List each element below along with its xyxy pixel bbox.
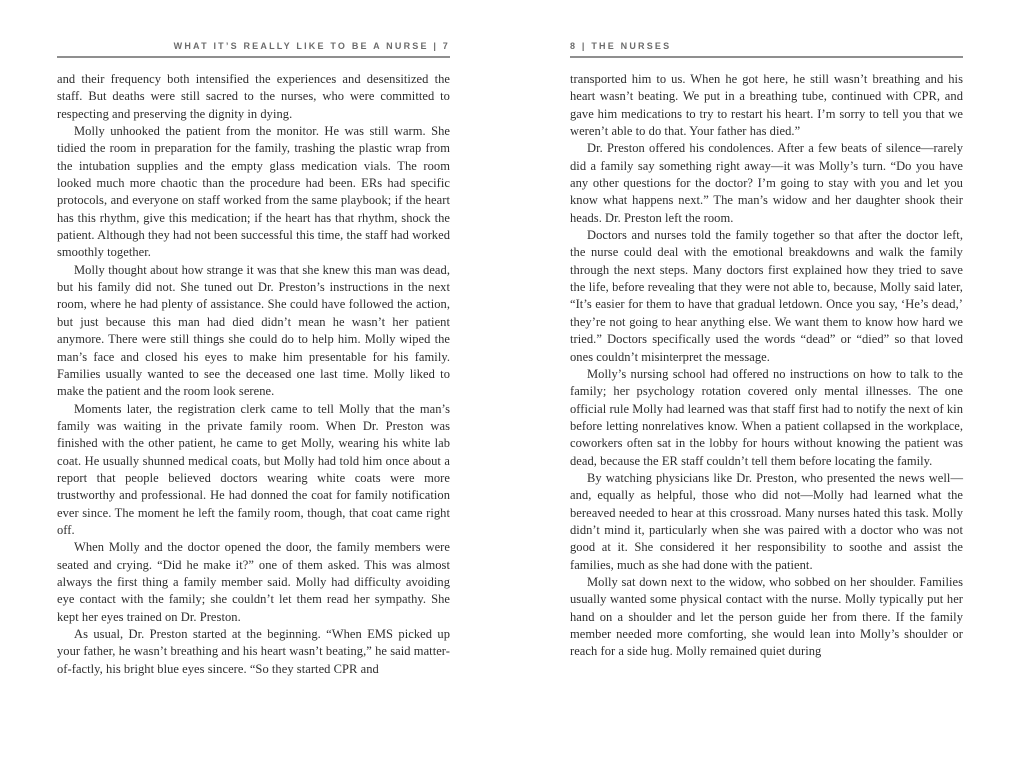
running-header-right: 8 | THE NURSES <box>570 41 672 51</box>
paragraph: Molly’s nursing school had offered no instructions on how to talk to the family; her psychology rotation covered only mental illnesses. The one official rule Molly had learned was that staff first had to notify the next of kin before letting nonrelatives know. When a patient collapsed in the workplace, coworkers often sat in the lobby for hours without knowing the patient was dead, because the ER staff couldn’t tell them before locating the family. <box>570 366 963 468</box>
paragraph: As usual, Dr. Preston started at the beginning. “When EMS picked up your father, he wasn’t breathing and his heart wasn’t beating,” he said matter-of-factly, his bright blue eyes sincere. “So they started CPR and <box>57 627 450 676</box>
running-header-left: WHAT IT’S REALLY LIKE TO BE A NURSE | 7 <box>173 41 450 51</box>
header-rule-left <box>57 56 450 58</box>
page-left-body <box>57 71 450 678</box>
paragraph: transported him to us. When he got here, he still wasn’t breathing and his heart wasn’t beating. We put in a breathing tube, continued with CPR, and gave him medications to try to restart his heart. I’m sorry to tell you that we weren’t able to do that. Your father has died.” <box>570 72 963 139</box>
paragraph: Molly sat down next to the widow, who sobbed on her shoulder. Families usually wanted some physical contact with the nurse. Molly typically put her hand on a shoulder and let the person guide her from there. If the family member needed more comforting, she would lean into Molly’s shoulder or reach for a side hug. Molly remained quiet during <box>570 574 963 659</box>
paragraph: Molly thought about how strange it was that she knew this man was dead, but his family did not. She tuned out Dr. Preston’s instructions in the next room, where he had plenty of assistance. She could have followed the action, but just because this man had died didn’t mean he wasn’t her patient anymore. There were still things she could do to help him. Molly wiped the man’s face and closed his eyes to make him presentable for his family. Families usually wanted to see the deceased one last time. Molly liked to make the patient and the room look serene. <box>57 262 450 399</box>
page-left <box>57 0 450 771</box>
paragraph: Dr. Preston offered his condolences. After a few beats of silence—rarely did a family say something right away—it was Molly’s turn. “Do you have any other questions for the doctor? I’m going to stay with you and let you know what happens next.” The man’s widow and her daughter shook their heads. Dr. Preston left the room. <box>570 141 963 225</box>
paragraph: When Molly and the doctor opened the door, the family members were seated and crying. “Did he make it?” one of them asked. This was almost always the first thing a family member said. Molly had difficulty avoiding eye contact with the family; she couldn’t let them read her sympathy. She kept her eyes trained on Dr. Preston. <box>57 540 450 624</box>
paragraph: Molly unhooked the patient from the monitor. He was still warm. She tidied the room in preparation for the family, trashing the plastic wrap from the intubation supplies and the empty glass medication vials. The room looked much more chaotic than the procedure had been. ERs had specific protocols, and everyone on staff worked from the same playbook; if the heart has this rhythm, give this medication; if the heart has that rhythm, shock the patient. Although they had not been successful this time, the staff had worked smoothly together. <box>57 124 450 260</box>
page-right <box>570 0 963 771</box>
header-rule-right <box>570 56 963 58</box>
paragraph: Moments later, the registration clerk came to tell Molly that the man’s family was waiting in the private family room. When Dr. Preston was finished with the other patient, he came to get Molly, wearing his white lab coat. He usually shunned medical coats, but Molly had told him once about a report that people believed doctors wearing white coats were more trustworthy and professional. He had donned the coat for family notification ever since. The moment he left the family room, though, that coat came right off. <box>57 401 450 537</box>
page-right-body <box>570 71 963 661</box>
paragraph: By watching physicians like Dr. Preston, who presented the news well—and, equally as helpful, those who did not—Molly had learned what the bereaved needed to hear at this crossroad. Many nurses hated this task. Molly didn’t mind it, particularly when she was paired with a doctor who was not good at it. She considered it her responsibility to soothe and assist the families, much as she had done with the patient. <box>570 470 963 572</box>
paragraph: Doctors and nurses told the family together so that after the doctor left, the nurse could deal with the emotional breakdowns and walk the family through the next steps. Many doctors first explained how they tried to save the life, before revealing that they were not able to, because, Molly said later, “It’s easier for them to have that gradual letdown. Once you say, ‘He’s dead,’ they’re not going to hear anything else. We want them to know how hard we tried.” Doctors specifically used the words “dead” or “died” so that loved ones couldn’t misinterpret the message. <box>570 228 963 364</box>
paragraph: and their frequency both intensified the experiences and desensitized the staff. But deaths were still sacred to the nurses, who were committed to respecting and preserving the dignity in dying. <box>57 72 450 121</box>
